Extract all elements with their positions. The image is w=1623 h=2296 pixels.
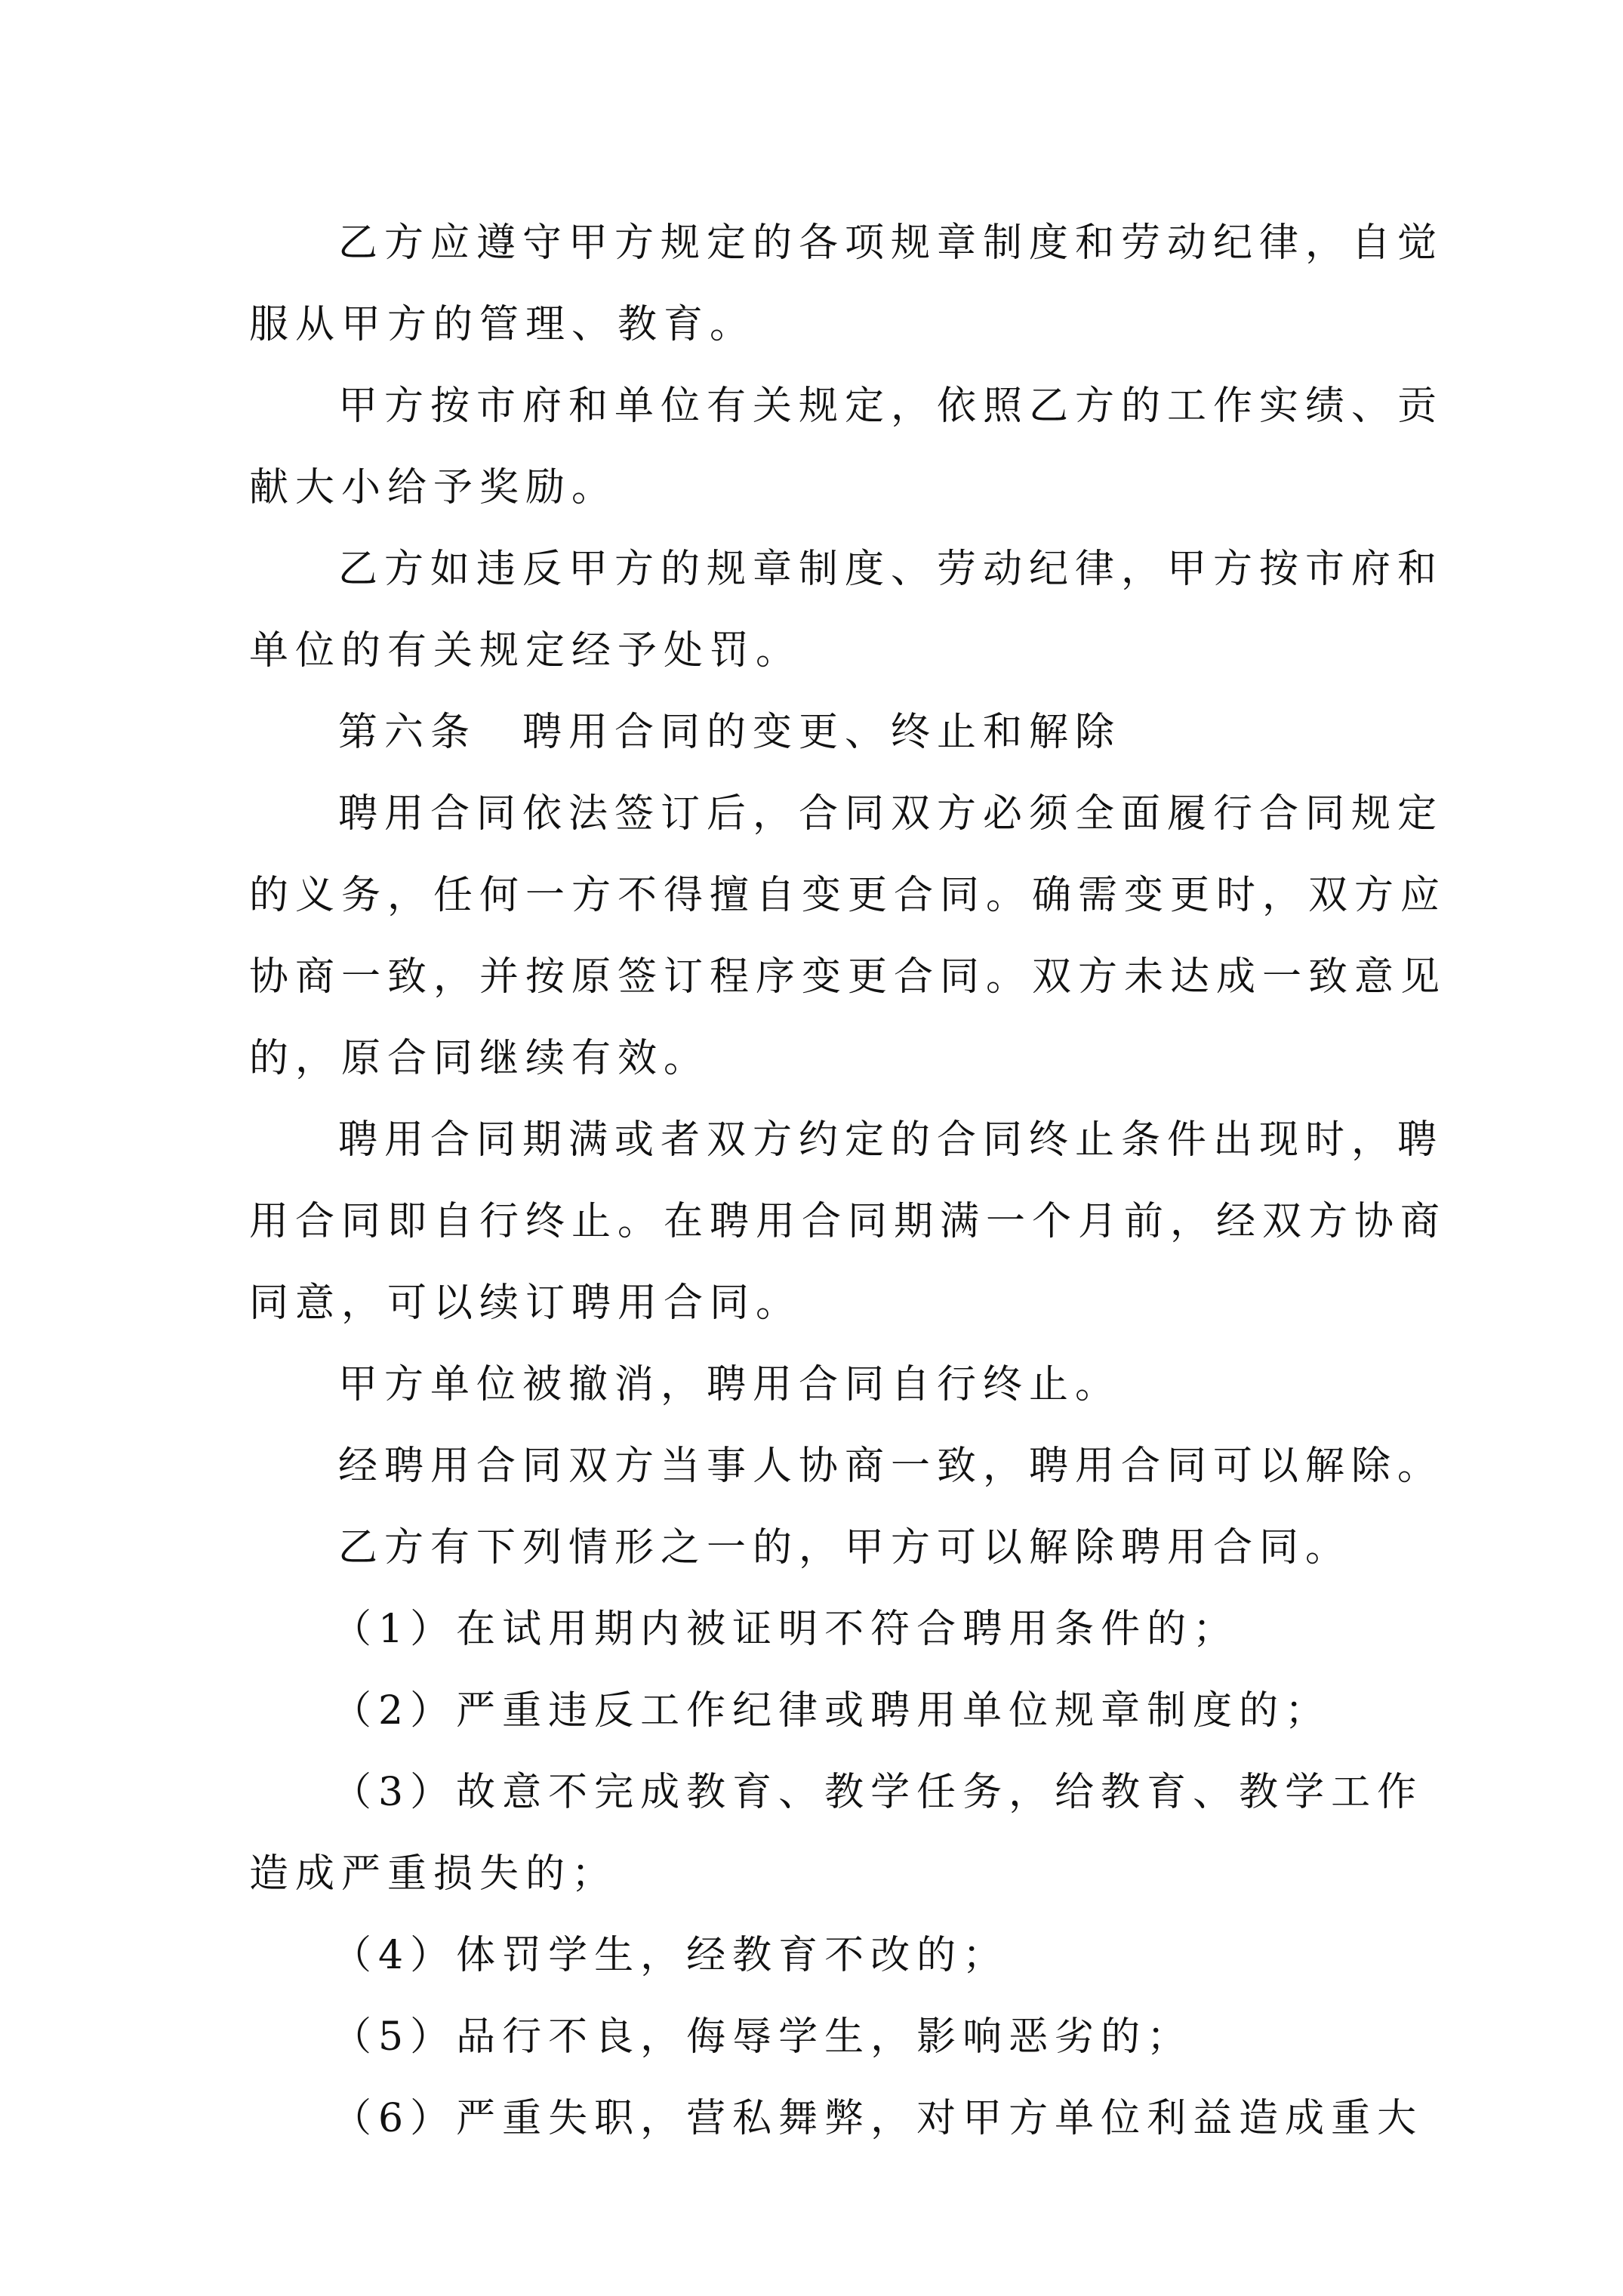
- paragraph-line: 乙方如违反甲方的规章制度、劳动纪律，甲方按市府和: [338, 547, 1444, 592]
- paragraph-line: 甲方单位被撤消，聘用合同自行终止。: [338, 1362, 1122, 1407]
- paragraph-line: 乙方有下列情形之一的，甲方可以解除聘用合同。: [338, 1525, 1352, 1570]
- paragraph-line: 用合同即自行终止。在聘用合同期满一个月前，经双方协商: [249, 1199, 1447, 1244]
- list-item: （3）故意不完成教育、教学任务，给教育、教学工作: [332, 1770, 1424, 1815]
- list-item: （6）严重失职，营私舞弊，对甲方单位利益造成重大: [332, 2096, 1424, 2141]
- paragraph-line: 乙方应遵守甲方规定的各项规章制度和劳动纪律，自觉: [338, 220, 1444, 266]
- paragraph-line: 协商一致，并按原签订程序变更合同。双方未达成一致意见: [249, 954, 1447, 1000]
- paragraph-line: 经聘用合同双方当事人协商一致，聘用合同可以解除。: [338, 1444, 1444, 1489]
- paragraph-line: 聘用合同期满或者双方约定的合同终止条件出现时，聘: [338, 1117, 1444, 1163]
- paragraph-line: 的义务，任何一方不得擅自变更合同。确需变更时，双方应: [249, 873, 1447, 918]
- list-item: （2）严重违反工作纪律或聘用单位规章制度的；: [332, 1688, 1332, 1734]
- paragraph-line: 聘用合同依法签订后，合同双方必须全面履行合同规定: [338, 791, 1444, 837]
- list-item: （5）品行不良，侮辱学生，影响恶劣的；: [332, 2014, 1193, 2060]
- paragraph-line: 甲方按市府和单位有关规定，依照乙方的工作实绩、贡: [338, 384, 1444, 429]
- paragraph-line: 服从甲方的管理、教育。: [249, 302, 756, 347]
- paragraph-line: 同意，可以续订聘用合同。: [249, 1281, 802, 1326]
- list-item-continuation: 造成严重损失的；: [249, 1851, 618, 1897]
- paragraph-line: 的，原合同继续有效。: [249, 1036, 710, 1081]
- list-item: （4）体罚学生，经教育不改的；: [332, 1933, 1009, 1978]
- paragraph-line: 献大小给予奖励。: [249, 465, 618, 510]
- list-item: （1）在试用期内被证明不符合聘用条件的；: [332, 1607, 1240, 1652]
- section-heading: 第六条 聘用合同的变更、终止和解除: [338, 710, 1122, 755]
- paragraph-line: 单位的有关规定经予处罚。: [249, 628, 802, 673]
